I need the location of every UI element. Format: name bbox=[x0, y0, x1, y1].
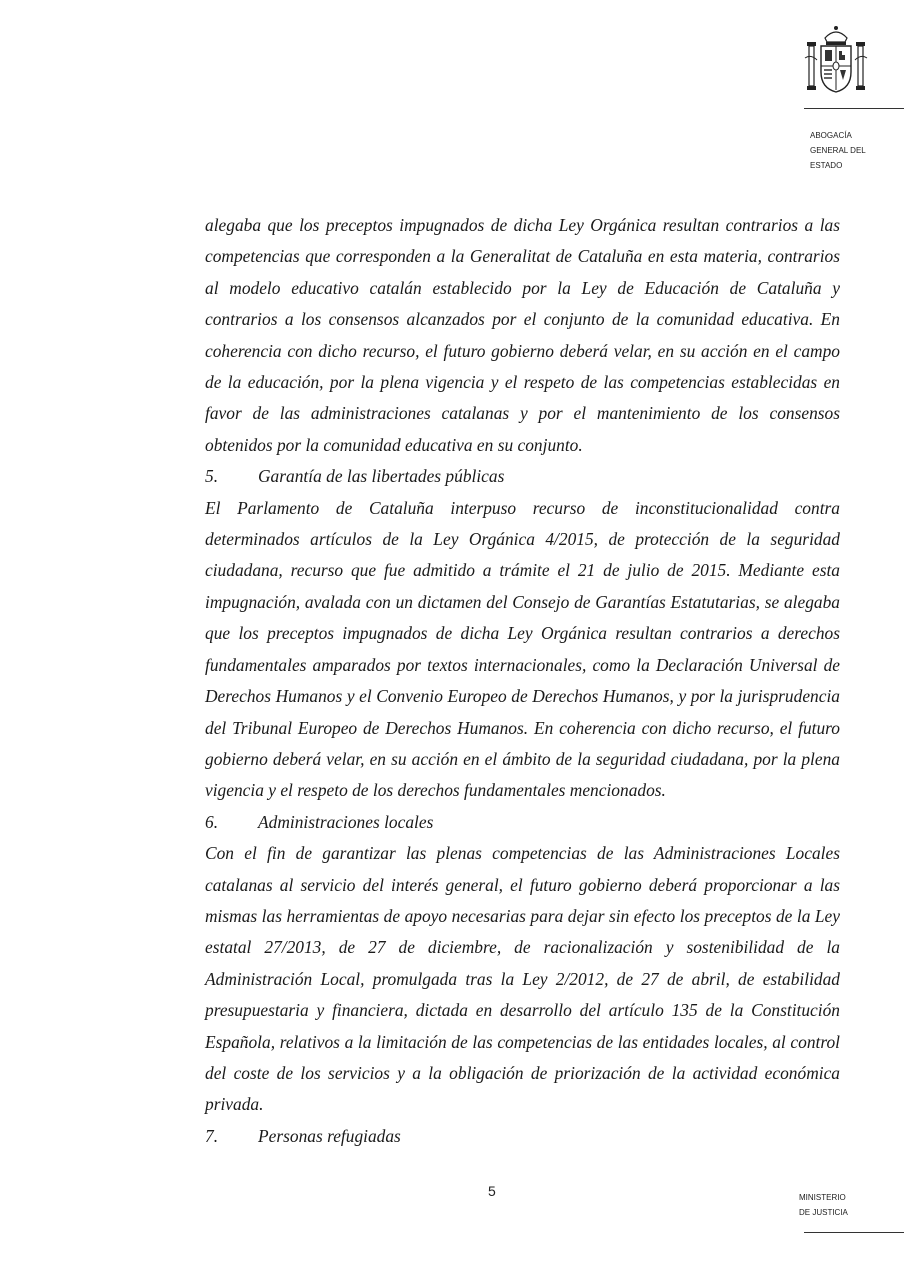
section-heading-7 bbox=[205, 1121, 840, 1152]
paragraph-public-liberties: El Parlamento de Cataluña interpuso recurso de inconstitucionalidad contra determinados artículos de la Ley Orgánica 4/2015, de protección de la seguridad ciudadana, recurso que fue admitido a trámite el 21 de julio de 2015. Mediante esta impugnación, avalada con un dictamen del Consejo de Garantías Estatutarias, se alegaba que los preceptos impugnados de dicha Ley Orgánica resultan contrarios a derechos fundamentales amparados por textos internacionales, como la Declaración Universal de Derechos Humanos y el Convenio Europeo de Derechos Humanos, y por la jurisprudencia del Tribunal Europeo de Derechos Humanos. En coherencia con dicho recurso, el futuro gobierno deberá velar, en su acción en el ámbito de la seguridad ciudadana, por la plena vigencia y el respeto de los derechos fundamentales mencionados. bbox=[205, 497, 840, 801]
section-title-6: Administraciones locales bbox=[258, 811, 434, 832]
header-rule bbox=[804, 108, 904, 109]
section-number-7: 7. bbox=[205, 1125, 219, 1146]
ministry-line-2: DE JUSTICIA bbox=[799, 1208, 848, 1217]
section-number-5: 5. bbox=[205, 466, 219, 487]
section-title-7: Personas refugiadas bbox=[258, 1125, 401, 1146]
paragraph-local-administrations: Con el fin de garantizar las plenas competencias de las Administraciones Locales catalanas al servicio del interés general, el futuro gobierno deberá proporcionar a las mismas las herramientas de apoyo necesarias para dejar sin efecto los preceptos de la Ley estatal 27/2013, de 27 de diciembre, de racionalización y sostenibilidad de la Administración Local, promulgada tras la Ley 2/2012, de 27 de abril, de estabilidad presupuestaria y financiera, dictada en desarrollo del artículo 135 de la Constitución Española, relativos a la limitación de las competencias de las entidades locales, al control del coste de los servicios y a la obligación de priorización de la actividad económica privada. bbox=[205, 843, 840, 1115]
section-title-5: Garantía de las libertades públicas bbox=[258, 466, 505, 487]
paragraph-education: alegaba que los preceptos impugnados de dicha Ley Orgánica resultan contrarios a las competencias que corresponden a la Generalitat de Cataluña en esta materia, contrarios al modelo educativo catalán establecido por la Ley de Educación de Cataluña y contrarios a los consensos alcanzados por el conjunto de la comunidad educativa. En coherencia con dicho recurso, el futuro gobierno deberá velar, en su acción en el campo de la educación, por la plena vigencia y el respeto de las competencias establecidas en favor de las administraciones catalanas y por el mantenimiento de los consensos obtenidos por la comunidad educativa en su conjunto. bbox=[205, 215, 840, 455]
ministry-name bbox=[799, 1190, 848, 1220]
page-number: 5 bbox=[488, 1183, 496, 1199]
agency-name bbox=[810, 128, 866, 173]
section-heading-6 bbox=[205, 807, 840, 838]
agency-line-3: ESTADO bbox=[810, 161, 843, 170]
agency-line-2: GENERAL DEL bbox=[810, 146, 866, 155]
document-body bbox=[205, 210, 840, 1152]
coat-of-arms-icon bbox=[803, 24, 869, 96]
footer-rule bbox=[804, 1232, 904, 1233]
section-number-6: 6. bbox=[205, 811, 219, 832]
agency-line-1: ABOGACÍA bbox=[810, 131, 852, 140]
section-heading-5 bbox=[205, 461, 840, 492]
ministry-line-1: MINISTERIO bbox=[799, 1193, 846, 1202]
